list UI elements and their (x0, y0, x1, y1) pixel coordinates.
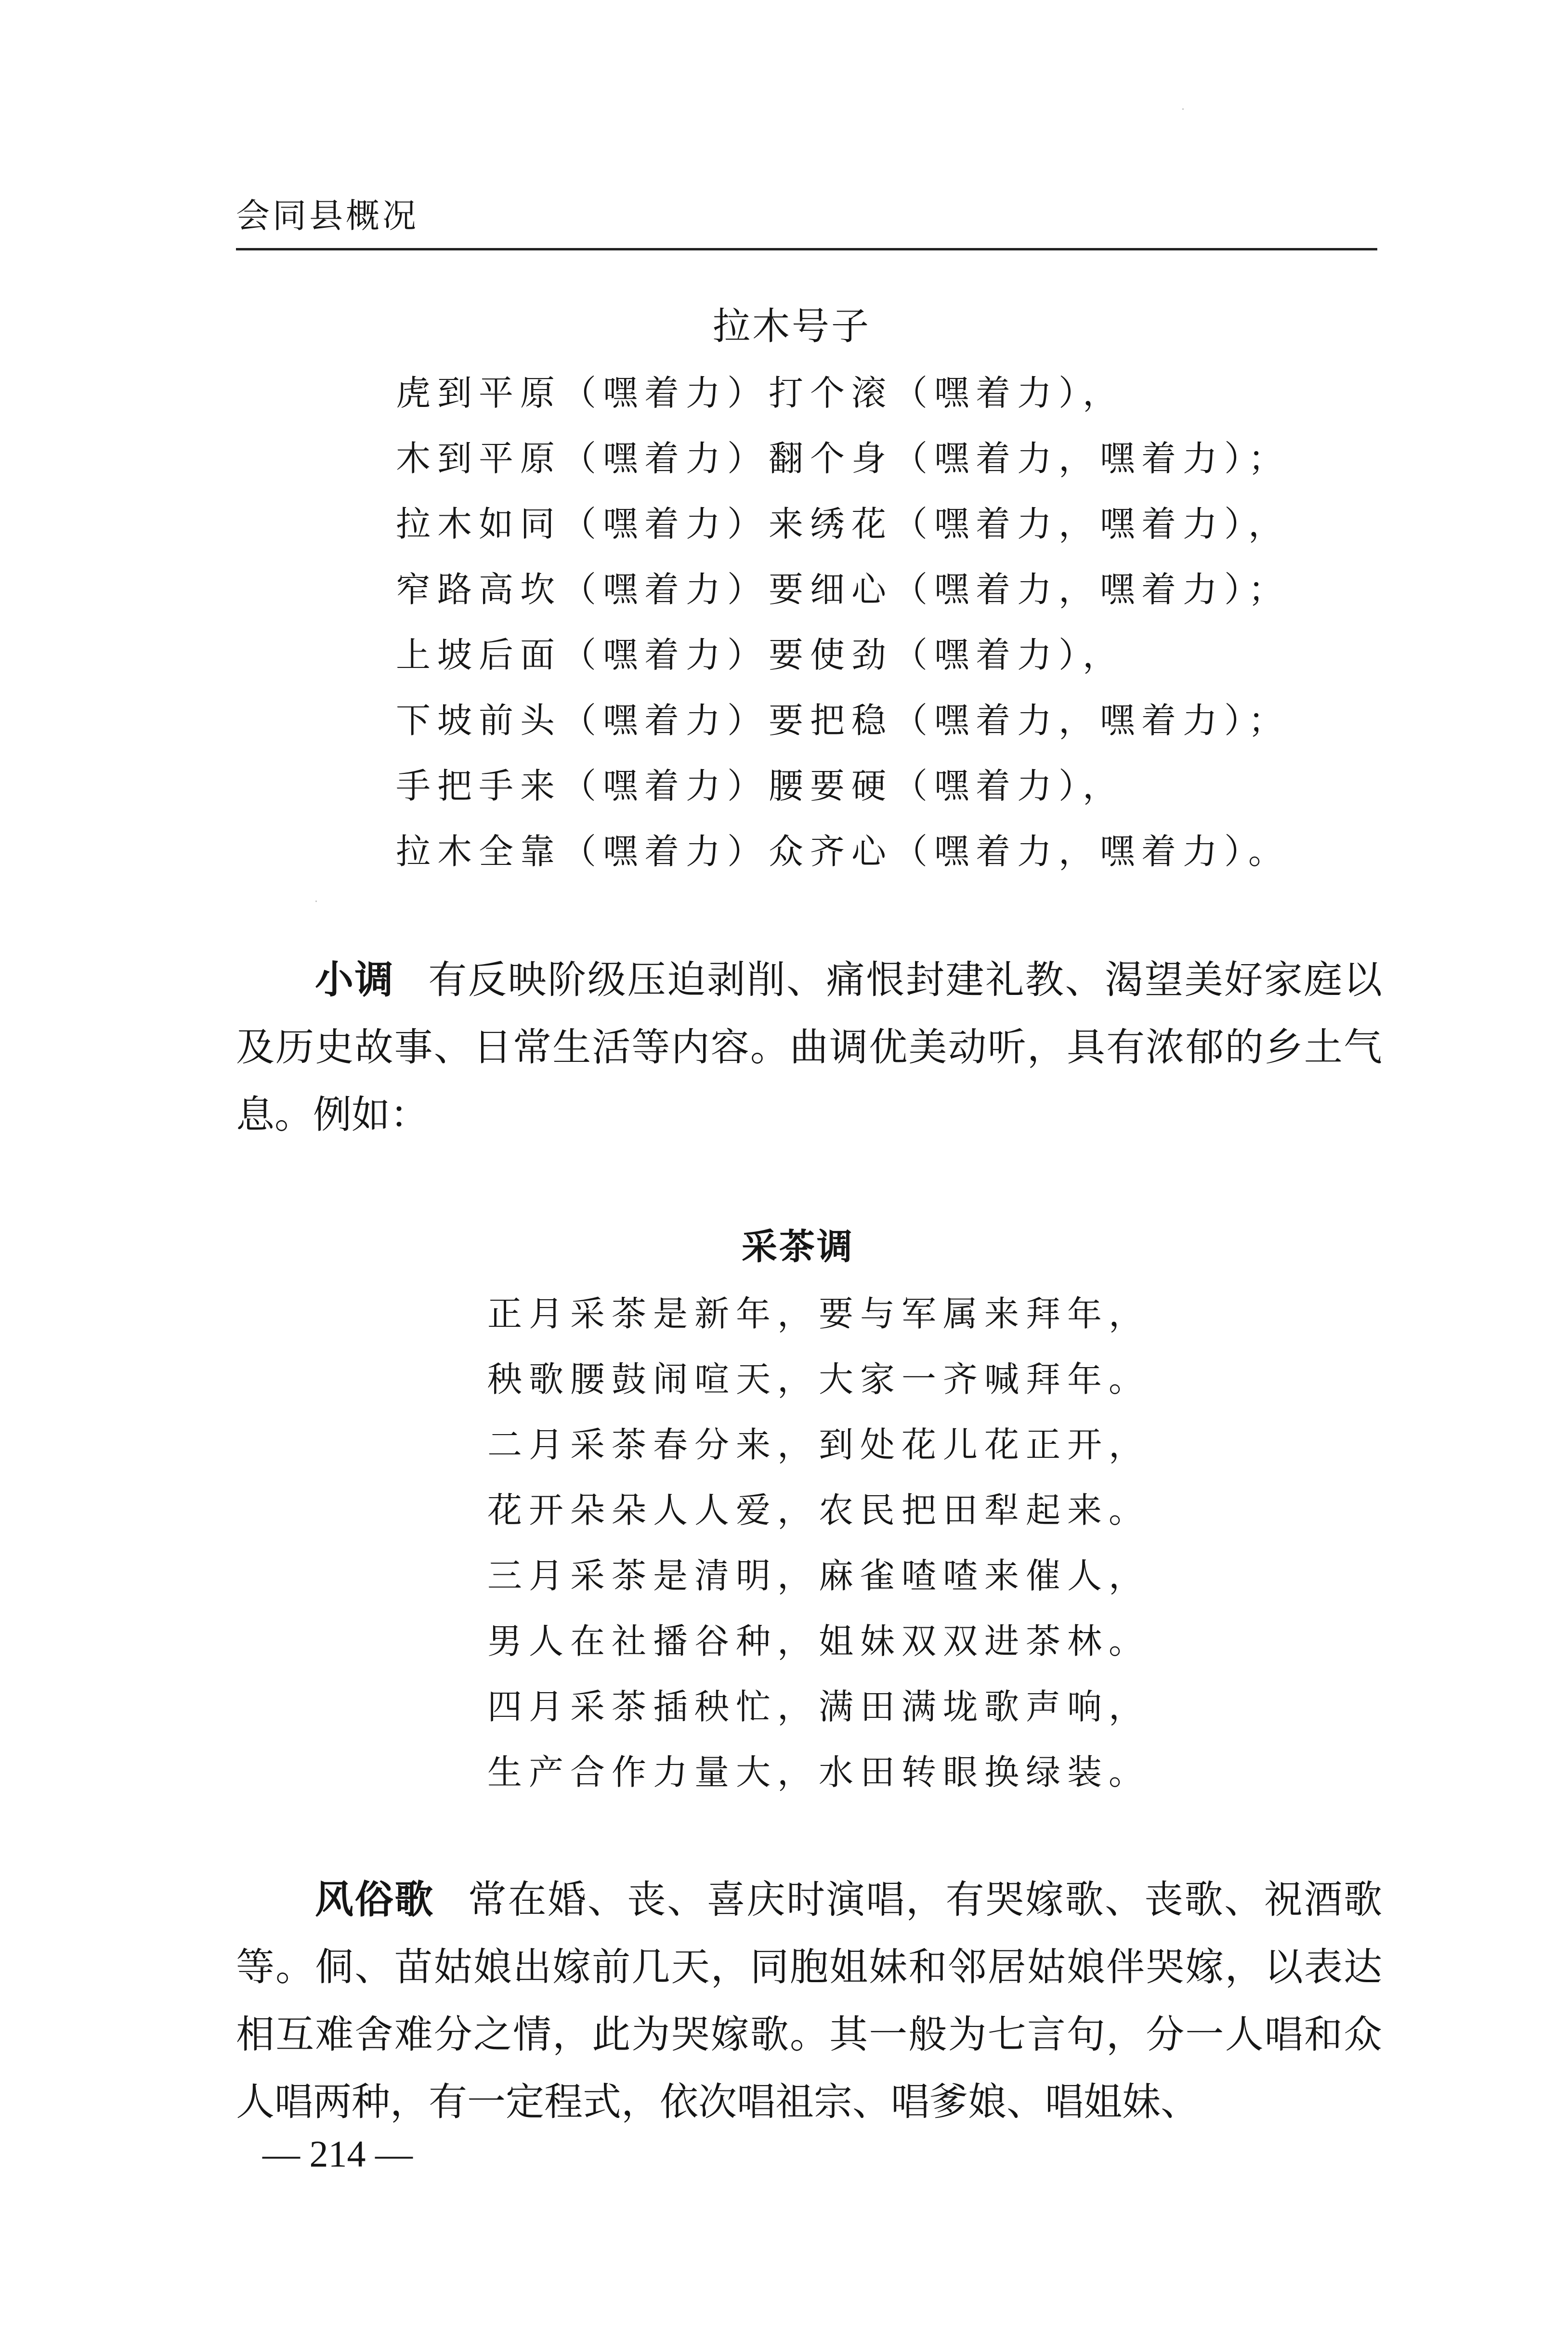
lyric-line: 手把手来（嘿着力）腰要硬（嘿着力）， (396, 766, 1124, 806)
paragraph-term: 风俗歌 (315, 1877, 434, 1922)
scan-speck (1182, 108, 1184, 110)
paragraph-text: 常在婚、丧、喜庆时演唱，有哭嫁歌、丧歌、祝酒歌等。侗、苗姑娘出嫁前几天，同胞姐妹和邻居姑娘伴哭嫁，以表达相互难舍难分之情，此为哭嫁歌。其一般为七言句，分一人唱和众人唱两种，有一定程式，依次唱祖宗、唱爹娘、唱姐妹、 (236, 1877, 1383, 2124)
running-header-title: 会同县概况 (236, 196, 419, 235)
lyric-line: 正月采茶是新年，要与军属来拜年， (487, 1294, 1150, 1334)
paragraph-term: 小调 (315, 957, 395, 1002)
paragraph-text: 有反映阶级压迫剥削、痛恨封建礼教、渴望美好家庭以及历史故事、日常生活等内容。曲调优美动听，具有浓郁的乡土气息。例如： (236, 957, 1382, 1137)
song-title-caicha-diao: 采茶调 (742, 1226, 854, 1268)
lyric-line: 三月采茶是清明，麻雀喳喳来催人， (487, 1555, 1150, 1596)
song-title-lamu-haozi: 拉木号子 (713, 305, 871, 348)
paragraph-xiaodiao (236, 946, 1382, 1149)
lyric-line: 拉木如同（嘿着力）来绣花（嘿着力，嘿着力）， (396, 504, 1290, 544)
paragraph-fengsuge (236, 1866, 1382, 2136)
lyric-line: 下坡前头（嘿着力）要把稳（嘿着力，嘿着力）； (396, 700, 1290, 741)
page-number: — 214 — (262, 2133, 413, 2175)
lyric-line: 生产合作力量大，水田转眼换绿装。 (487, 1752, 1150, 1792)
lyric-line: 花开朵朵人人爱，农民把田犁起来。 (487, 1490, 1150, 1530)
lyric-line: 上坡后面（嘿着力）要使劲（嘿着力）， (396, 635, 1124, 675)
lyric-line: 二月采茶春分来，到处花儿花正开， (487, 1424, 1150, 1465)
lyric-line: 秧歌腰鼓闹喧天，大家一齐喊拜年。 (487, 1359, 1150, 1399)
song-lyrics-lamu-haozi (396, 360, 1290, 884)
lyric-line: 虎到平原（嘿着力）打个滚（嘿着力）， (396, 373, 1124, 413)
header-rule (236, 248, 1377, 250)
lyric-line: 四月采茶插秧忙，满田满垅歌声响， (487, 1686, 1150, 1727)
lyric-line: 男人在社播谷种，姐妹双双进茶林。 (487, 1621, 1150, 1661)
lyric-line: 窄路高坎（嘿着力）要细心（嘿着力，嘿着力）； (396, 569, 1290, 610)
lyric-line: 木到平原（嘿着力）翻个身（嘿着力，嘿着力）； (396, 438, 1290, 479)
lyric-line: 拉木全靠（嘿着力）众齐心（嘿着力，嘿着力）。 (396, 831, 1290, 872)
song-lyrics-caicha-diao (487, 1281, 1150, 1805)
scan-speck (315, 901, 317, 902)
